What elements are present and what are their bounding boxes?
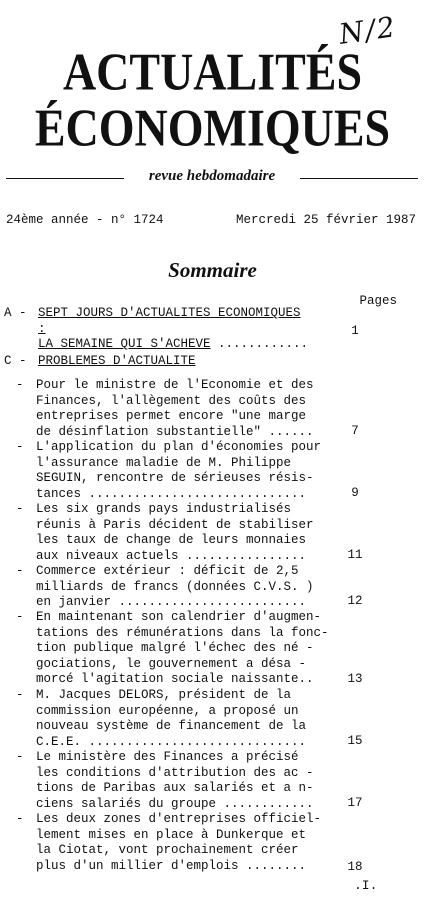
item-dash: - — [16, 812, 24, 826]
pages-header: Pages — [359, 294, 397, 308]
section-a-letter: A - — [4, 306, 27, 320]
masthead-line-2: ÉCONOMIQUES — [34, 98, 391, 157]
item-text: Les deux zones d'entreprises officiel- lement mises en place à Dunkerque et la Ciotat, vont prochainement créer plus d'un millier d'emplois ........ — [36, 812, 322, 873]
issue-date: Mercredi 25 février 1987 — [235, 213, 416, 227]
item-page: 9 — [351, 486, 359, 500]
folio: .I. — [354, 878, 378, 893]
section-a-title — [38, 306, 314, 353]
item-dash: - — [16, 750, 24, 764]
item-dash: - — [16, 502, 24, 516]
item-text: En maintenant son calendrier d'augmen- tations des rémunérations dans la fonc- tion publique malgré l'échec des né - gociations, le gouvernement a désa - morcé l'agitation sociale naissante.. — [36, 610, 329, 686]
item-dash: - — [16, 378, 24, 392]
item-text: Le ministère des Finances a précisé les conditions d'attribution des ac - tions de Paribas aux salariés et a n- ciens salariés du groupe ............ — [36, 750, 314, 811]
issue-line — [6, 213, 416, 227]
item-page: 17 — [347, 796, 363, 810]
item-text: Pour le ministre de l'Economie et des Finances, l'allègement des coûts des entreprises permet encore "une marge de désinflation substantielle" ...... — [36, 378, 314, 439]
item-dash: - — [16, 688, 24, 702]
subtitle-row — [6, 168, 418, 188]
item-dash: - — [16, 564, 24, 578]
item-text: M. Jacques DELORS, président de la commission européenne, a proposé un nouveau système de financement de la C.E.E. ............................. — [36, 688, 307, 749]
item-page: 13 — [347, 672, 363, 686]
sommaire-title: Sommaire — [168, 258, 257, 282]
section-c-letter: C - — [4, 354, 27, 368]
item-page: 11 — [347, 548, 363, 562]
item-page: 12 — [347, 594, 363, 608]
subtitle: revue hebdomadaire — [148, 168, 276, 184]
item-dash: - — [16, 440, 24, 454]
item-text: Commerce extérieur : déficit de 2,5 milliards de francs (données C.V.S. ) en janvier ......................... — [36, 564, 314, 609]
item-dash: - — [16, 610, 24, 624]
item-text: L'application du plan d'économies pour l'assurance maladie de M. Philippe SEGUIN, rencontre de sérieuses résis- tances ............................. — [36, 440, 322, 501]
item-text: Les six grands pays industrialisés réunis à Paris décident de stabiliser les taux de change de leurs monnaies aux niveaux actuels ................ — [36, 502, 314, 563]
item-page: 18 — [347, 860, 363, 874]
issue-number: 24ème année - n° 1724 — [6, 213, 164, 227]
section-a-line-2: LA SEMAINE QUI S'ACHEVE — [38, 337, 211, 351]
section-c-title: PROBLEMES D'ACTUALITE — [38, 354, 196, 368]
handwritten-note: N/2 — [337, 10, 400, 51]
subtitle-rule-right — [300, 178, 418, 179]
section-a-line-1: SEPT JOURS D'ACTUALITES ECONOMIQUES : — [38, 306, 301, 336]
masthead-line-1: ACTUALITÉS — [62, 42, 363, 101]
section-a-page: 1 — [351, 324, 359, 338]
item-page: 15 — [347, 734, 363, 748]
item-page: 7 — [351, 424, 359, 438]
section-a-leader: ............ — [210, 337, 309, 351]
